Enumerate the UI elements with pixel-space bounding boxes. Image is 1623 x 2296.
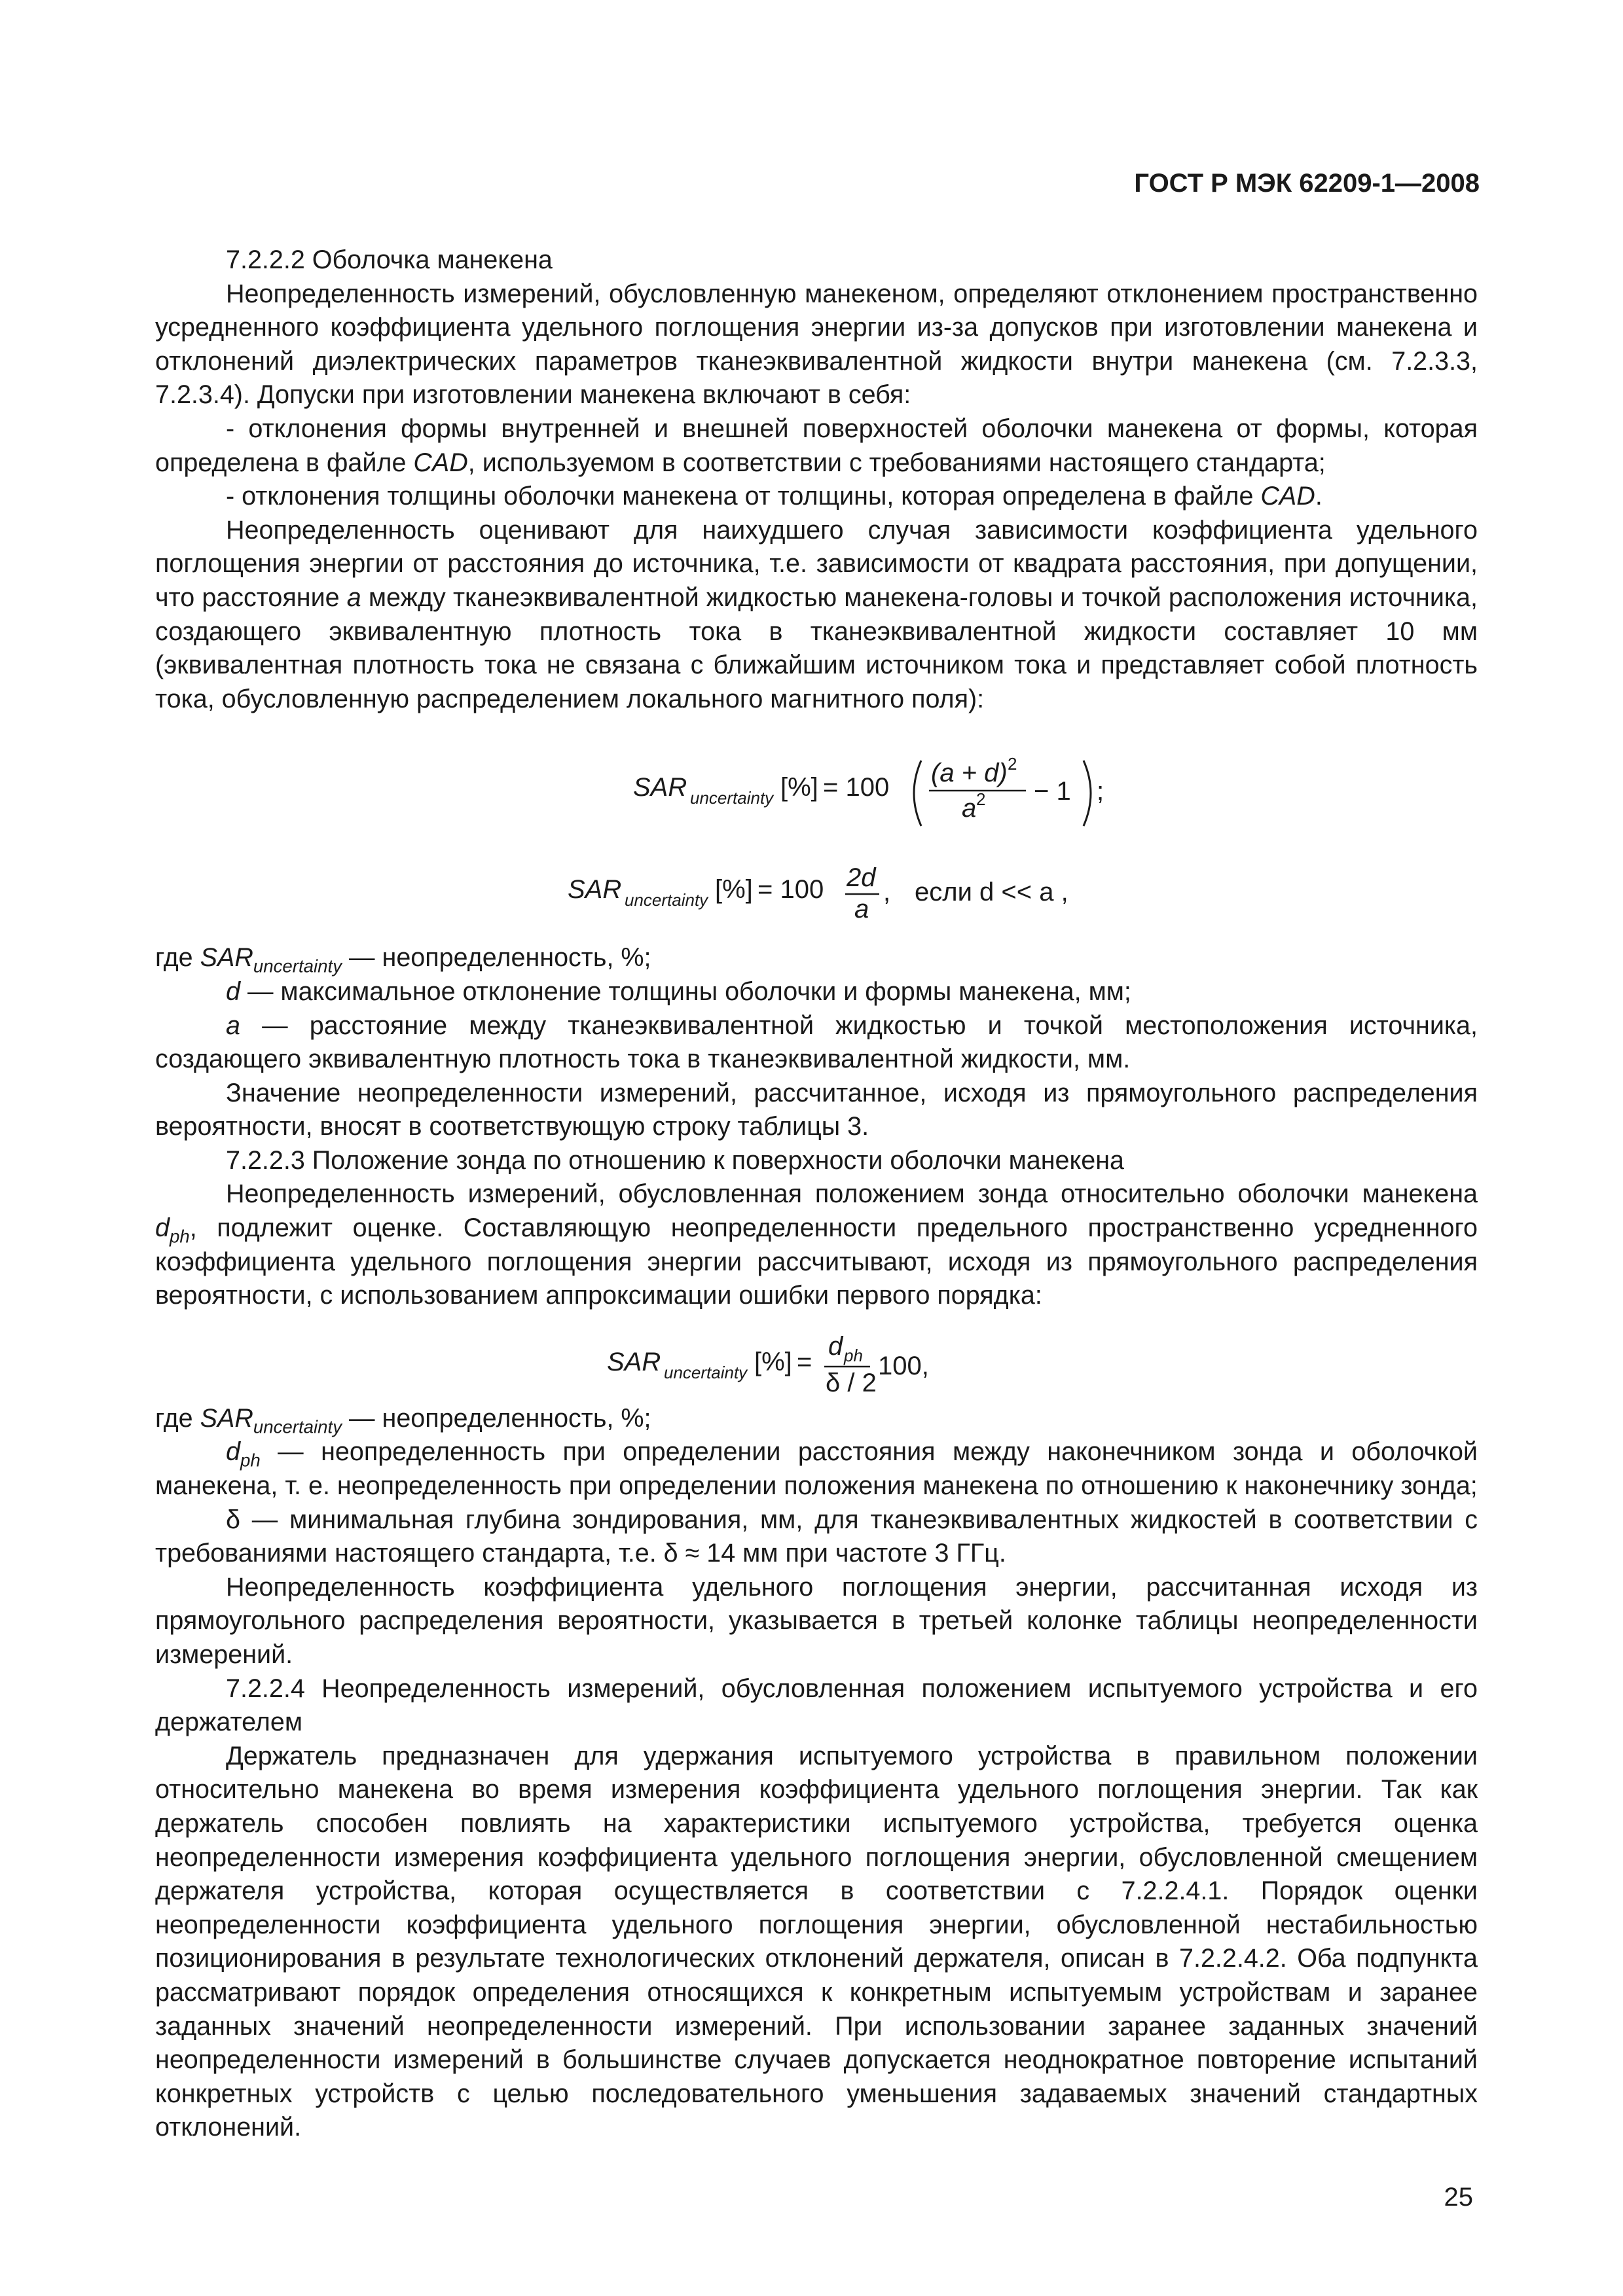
where-item bbox=[155, 1402, 1478, 1436]
document-header: ГОСТ Р МЭК 62209-1—2008 bbox=[1134, 169, 1480, 198]
section-heading-7-2-2-3: 7.2.2.3 Положение зонда по отношению к поверхности оболочки манекена bbox=[226, 1145, 1124, 1175]
page-content bbox=[155, 243, 1478, 2145]
where-item bbox=[155, 941, 1478, 975]
formula-num: 2d bbox=[847, 863, 876, 893]
where-label: где bbox=[155, 943, 200, 973]
formula-pct: [%] bbox=[715, 875, 753, 905]
list-item-text: , используемом в соответствии с требованиями настоящего стандарта; bbox=[467, 448, 1326, 477]
var-a: a bbox=[226, 1011, 240, 1040]
section-heading-7-2-2-4: 7.2.2.4 Неопределенность измерений, обусловленная положением испытуемого устройства и его держателем bbox=[155, 1674, 1478, 1737]
formula-sub: uncertainty bbox=[690, 788, 774, 808]
paragraph: Значение неопределенности измерений, рассчитанное, исходя из прямоугольного распределения вероятности, вносят в соответствующую строку таблицы 3. bbox=[155, 1078, 1478, 1141]
formula-den: a bbox=[962, 794, 977, 823]
formula-condition: если d << a , bbox=[915, 878, 1068, 907]
formula-1-svg bbox=[522, 742, 1111, 834]
formula-num-sub: ph bbox=[844, 1345, 863, 1365]
formula-tail: 100, bbox=[878, 1351, 929, 1380]
var-sub: ph bbox=[169, 1226, 190, 1247]
list-item-text: - отклонения формы внутренней и внешней поверхностей оболочки манекена от формы, которая определена в файле bbox=[155, 414, 1478, 477]
var-d: d bbox=[226, 1437, 240, 1467]
where-desc: — минимальная глубина зондирования, мм, для тканеэквивалентных жидкостей в соответствии с требованиями настоящего стандарта, т.е. δ ≈ 14 мм при частоте 3 ГГц. bbox=[155, 1505, 1478, 1568]
var-sar: SAR bbox=[200, 943, 253, 973]
formula-den: δ / 2 bbox=[826, 1368, 877, 1397]
formula-den-exp: 2 bbox=[976, 789, 986, 810]
formula-pct: [%] bbox=[754, 1347, 792, 1376]
paragraph bbox=[155, 1177, 1478, 1312]
list-item bbox=[155, 412, 1478, 480]
formula-num: (a + d) bbox=[931, 759, 1008, 788]
where-desc: — неопределенность, %; bbox=[342, 1403, 651, 1433]
formula-sub: uncertainty bbox=[625, 890, 708, 910]
close-paren bbox=[1084, 761, 1091, 826]
paragraph: Неопределенность коэффициента удельного поглощения энергии, рассчитанная исходя из прямоугольного распределения вероятности, указывается в третьей колонке таблицы неопределенности измерений. bbox=[155, 1572, 1478, 1669]
paragraph: Держатель предназначен для удержания испытуемого устройства в правильном положении относительно манекена во время измерения коэффициента удельного поглощения энергии. Так как держатель способен повлиять на характеристики испытуемого устройства, требуется оценка неопределенности измерения коэффициента удельного поглощения энергии, обусловленной смещением держателя устройства, которая осуществляется в соответствии с 7.2.2.4.1. Порядок оценки неопределенности коэффициента удельного поглощения энергии, обусловленной нестабильностью позиционирования в результате технологических отклонений держателя, описан в 7.2.2.4.2. Оба подпункта рассматривают порядок определения относящихся к конкретным испытуемым устройствам и заранее заданных значений неопределенности измерений. При использовании заранее заданных значений неопределенности измерений в большинстве случаев допускается неоднократное повторение испытаний конкретных устройств с целью последовательного уменьшения задаваемых значений стандартных отклонений. bbox=[155, 1741, 1478, 2142]
formula-sar: SAR bbox=[568, 875, 622, 905]
open-paren bbox=[914, 761, 921, 826]
paragraph-text: Неопределенность измерений, обусловленная положением зонда относительно оболочки манекена bbox=[226, 1179, 1478, 1209]
formula-semicolon: ; bbox=[1097, 777, 1104, 806]
formula-2 bbox=[155, 853, 1478, 932]
where-desc: — расстояние между тканеэквивалентной жидкостью и точкой местоположения источника, создающего эквивалентную плотность тока в тканеэквивалентной жидкости, мм. bbox=[155, 1011, 1478, 1074]
var-delta: δ bbox=[226, 1505, 240, 1534]
where-label: где bbox=[155, 1403, 200, 1433]
list-item bbox=[155, 480, 1478, 514]
formula-2-svg bbox=[522, 853, 1111, 932]
formula-den: a bbox=[854, 895, 869, 924]
formula-sar: SAR bbox=[633, 773, 687, 802]
where-item bbox=[155, 1503, 1478, 1571]
formula-3-svg bbox=[587, 1323, 1046, 1402]
page-number: 25 bbox=[1444, 2183, 1473, 2212]
where-item bbox=[155, 975, 1478, 1009]
formula-minus-one: − 1 bbox=[1034, 777, 1071, 806]
var-sub: ph bbox=[240, 1450, 261, 1471]
formula-3 bbox=[155, 1323, 1478, 1402]
formula-1 bbox=[155, 742, 1478, 834]
cad-term: CAD bbox=[413, 448, 468, 477]
where-desc: — неопределенность при определении расстояния между наконечником зонда и оболочкой манекена, т. е. неопределенность при определении положения манекена по отношению к наконечнику зонда; bbox=[155, 1437, 1478, 1501]
var-d: d bbox=[226, 977, 240, 1006]
formula-eq: = bbox=[797, 1347, 812, 1376]
formula-pct: [%] bbox=[780, 773, 818, 802]
paragraph-text: между тканеэквивалентной жидкостью манекена-головы и точкой расположения источника, создающего эквивалентную плотность тока в тканеэквивалентной жидкости составляет 10 мм (эквивалентная плотность тока не связана с ближайшим источником тока и представляет собой плотность тока, обусловленную распределением локального магнитного поля): bbox=[155, 583, 1478, 713]
paragraph bbox=[155, 514, 1478, 717]
formula-num: d bbox=[828, 1331, 843, 1361]
list-item-text: - отклонения толщины оболочки манекена от толщины, которая определена в файле bbox=[226, 482, 1261, 511]
where-desc: — максимальное отклонение толщины оболочки и формы манекена, мм; bbox=[240, 977, 1131, 1006]
formula-comma: , bbox=[883, 878, 891, 907]
cad-term: CAD bbox=[1260, 482, 1315, 511]
formula-num-exp: 2 bbox=[1008, 754, 1017, 774]
where-desc: — неопределенность, %; bbox=[342, 943, 651, 973]
var-sub: uncertainty bbox=[253, 956, 342, 977]
where-item bbox=[155, 1009, 1478, 1077]
paragraph-text: Неопределенность оценивают для наихудшего случая зависимости коэффициента удельного поглощения энергии от расстояния до источника, т.е. зависимости от квадрата расстояния, при допущении, что расстояние bbox=[155, 515, 1478, 612]
where-item bbox=[155, 1435, 1478, 1503]
formula-sar: SAR bbox=[607, 1347, 661, 1376]
section-heading-7-2-2-2: 7.2.2.2 Оболочка манекена bbox=[226, 245, 553, 274]
formula-sub: uncertainty bbox=[664, 1362, 748, 1382]
var-sub: uncertainty bbox=[253, 1416, 342, 1437]
variable-a: a bbox=[346, 583, 361, 612]
paragraph: Неопределенность измерений, обусловленную манекеном, определяют отклонением пространственно усредненного коэффициента удельного поглощения энергии из-за допусков при изготовлении манекена и отклонений диэлектрических параметров тканеэквивалентной жидкости внутри манекена (см. 7.2.3.3, 7.2.3.4). Допуски при изготовлении манекена включают в себя: bbox=[155, 279, 1478, 410]
formula-eq100: = 100 bbox=[823, 773, 890, 802]
var-d: d bbox=[155, 1213, 170, 1243]
formula-eq100: = 100 bbox=[757, 875, 824, 905]
list-item-text: . bbox=[1315, 482, 1322, 511]
var-sar: SAR bbox=[200, 1403, 253, 1433]
paragraph-text: , подлежит оценке. Составляющую неопределенности предельного пространственно усредненного коэффициента удельного поглощения энергии рассчитывают, исходя из прямоугольного распределения вероятности, с использованием аппроксимации ошибки первого порядка: bbox=[155, 1213, 1478, 1310]
